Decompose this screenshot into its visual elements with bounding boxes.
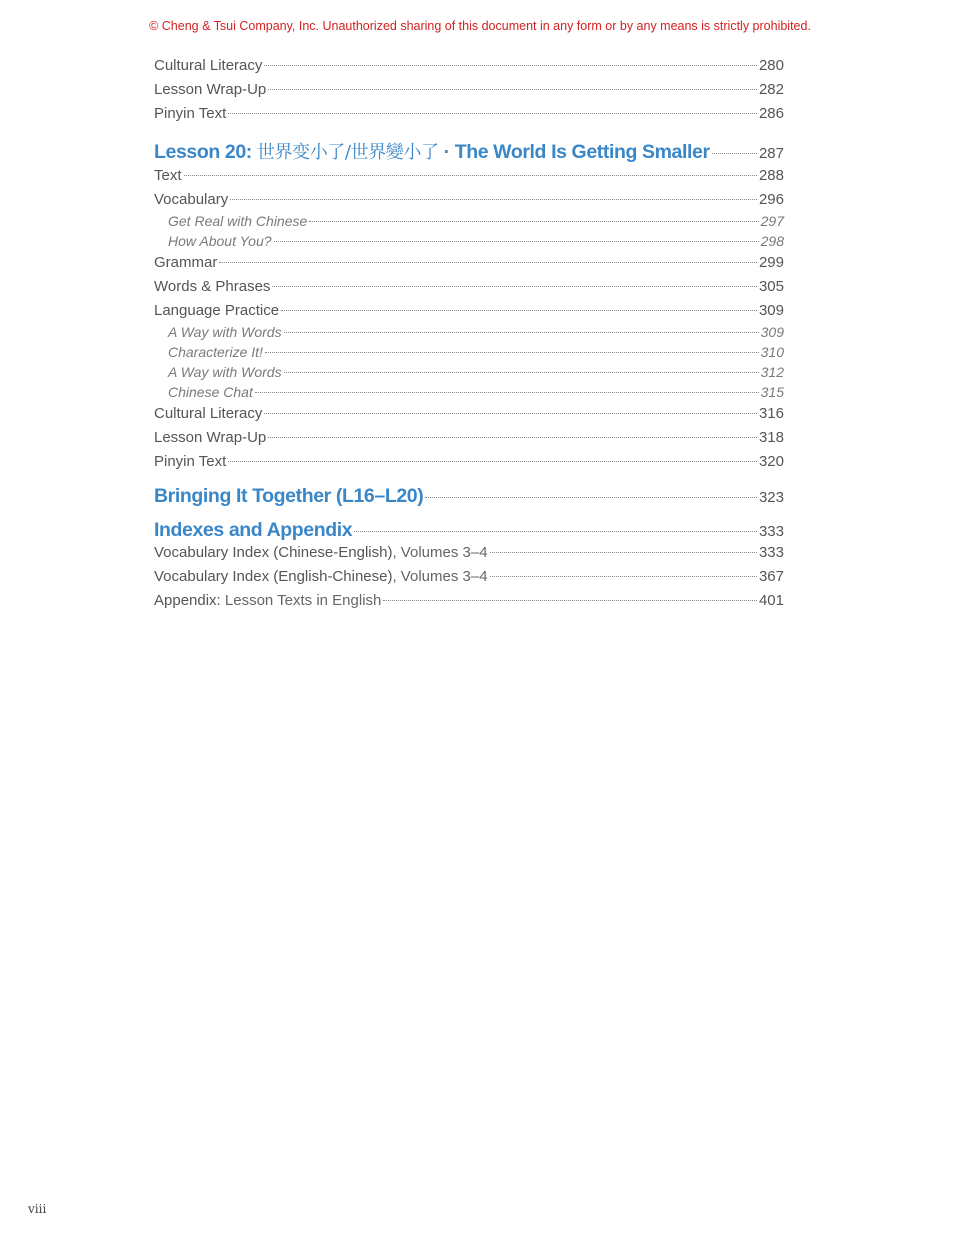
dot-leader (284, 332, 759, 333)
toc-entry[interactable] (154, 452, 784, 472)
dot-leader (268, 437, 757, 438)
toc-entry-title (154, 140, 710, 165)
toc-page-number: 287 (758, 145, 784, 162)
toc-entry[interactable] (168, 211, 784, 231)
toc-entry-title (154, 567, 488, 587)
toc-entry-title: Vocabulary (154, 191, 229, 208)
dot-leader (264, 65, 757, 66)
toc-entry[interactable] (154, 80, 784, 100)
toc-page-number: 310 (760, 344, 784, 360)
toc-entry-title (154, 543, 488, 563)
toc-entry[interactable] (154, 190, 784, 210)
toc-entry[interactable] (154, 404, 784, 424)
dot-leader (255, 392, 759, 393)
copyright-notice: © Cheng & Tsui Company, Inc. Unauthorized sharing of this document in any form or by any means is strictly prohibited. (149, 19, 811, 33)
toc-entry-title: Indexes and Appendix (154, 519, 353, 541)
toc-entry[interactable] (154, 428, 784, 448)
toc-entry[interactable] (168, 382, 784, 402)
toc-entry[interactable] (154, 140, 784, 166)
lesson-english-title: · The World Is Getting Smaller (438, 141, 710, 163)
dot-leader (274, 241, 759, 242)
dot-leader (425, 497, 757, 498)
dot-leader (284, 372, 759, 373)
toc-entry-title: Chinese Chat (168, 384, 253, 400)
toc-entry-title: Lesson Wrap-Up (154, 429, 267, 446)
dot-leader (268, 89, 757, 90)
dot-leader (490, 552, 757, 553)
toc-page-number: 312 (760, 364, 784, 380)
toc-entry[interactable] (154, 567, 784, 587)
toc-entry-title: Words & Phrases (154, 278, 271, 295)
toc-page-number: 296 (758, 191, 784, 208)
index-subtitle: , Volumes 3–4 (392, 544, 488, 561)
toc-page-number: 282 (758, 81, 784, 98)
toc-entry-title: Bringing It Together (L16–L20) (154, 485, 424, 507)
dot-leader (264, 413, 757, 414)
toc-page-number: 298 (760, 233, 784, 249)
toc-page-number: 297 (760, 213, 784, 229)
toc-entry[interactable] (154, 518, 784, 544)
index-title: Appendix: (154, 592, 221, 609)
dot-leader (281, 310, 757, 311)
toc-entry-title: Language Practice (154, 302, 280, 319)
toc-page-number: 320 (758, 453, 784, 470)
dot-leader (383, 600, 757, 601)
dot-leader (490, 576, 757, 577)
lesson-chinese-title: 世界变小了/世界變小了 (256, 142, 439, 163)
toc-page-number: 318 (758, 429, 784, 446)
toc-entry-title: Pinyin Text (154, 453, 227, 470)
toc-entry-title: Grammar (154, 254, 218, 271)
dot-leader (309, 221, 758, 222)
toc-entry-title: Get Real with Chinese (168, 213, 308, 229)
toc-entry-title: How About You? (168, 233, 272, 249)
toc-entry[interactable] (168, 231, 784, 251)
toc-entry-title: Cultural Literacy (154, 57, 263, 74)
toc-page-number: 333 (758, 523, 784, 540)
toc-entry-title: Cultural Literacy (154, 405, 263, 422)
toc-entry-title: A Way with Words (168, 364, 282, 380)
toc-page-number: 305 (758, 278, 784, 295)
toc-entry[interactable] (154, 56, 784, 76)
toc-page-number: 367 (758, 568, 784, 585)
toc-page-number: 299 (758, 254, 784, 271)
dot-leader (184, 175, 757, 176)
toc-page-number: 323 (758, 489, 784, 506)
toc-page-number: 315 (760, 384, 784, 400)
dot-leader (228, 461, 757, 462)
toc-page-number: 401 (758, 592, 784, 609)
toc-page-number: 309 (760, 324, 784, 340)
dot-leader (230, 199, 757, 200)
toc-entry[interactable] (154, 484, 784, 510)
dot-leader (265, 352, 759, 353)
toc-entry[interactable] (168, 322, 784, 342)
toc-entry-title: Lesson Wrap-Up (154, 81, 267, 98)
toc-entry[interactable] (154, 543, 784, 563)
toc-entry[interactable] (154, 104, 784, 124)
index-title: Vocabulary Index (Chinese-English) (154, 544, 393, 561)
toc-entry[interactable] (168, 342, 784, 362)
toc-page-number: 288 (758, 167, 784, 184)
toc-page-number: 316 (758, 405, 784, 422)
page-number: viii (28, 1202, 47, 1216)
toc-entry[interactable] (154, 301, 784, 321)
index-subtitle: , Volumes 3–4 (392, 568, 488, 585)
toc-page-number: 333 (758, 544, 784, 561)
toc-entry[interactable] (154, 253, 784, 273)
toc-entry-title (154, 591, 381, 611)
lesson-prefix: Lesson 20: (154, 141, 257, 163)
index-subtitle: Lesson Texts in English (220, 592, 382, 609)
toc-entry[interactable] (154, 277, 784, 297)
toc-page-number: 309 (758, 302, 784, 319)
toc-entry-title: A Way with Words (168, 324, 282, 340)
dot-leader (272, 286, 757, 287)
dot-leader (354, 531, 757, 532)
dot-leader (712, 153, 757, 154)
dot-leader (228, 113, 757, 114)
toc-entry[interactable] (168, 362, 784, 382)
toc-entry[interactable] (154, 166, 784, 186)
dot-leader (219, 262, 757, 263)
toc-entry-title: Text (154, 167, 182, 184)
toc-entry[interactable] (154, 591, 784, 611)
toc-entry-title: Pinyin Text (154, 105, 227, 122)
toc-page-number: 286 (758, 105, 784, 122)
toc-page-number: 280 (758, 57, 784, 74)
toc-entry-title: Characterize It! (168, 344, 263, 360)
index-title: Vocabulary Index (English-Chinese) (154, 568, 393, 585)
